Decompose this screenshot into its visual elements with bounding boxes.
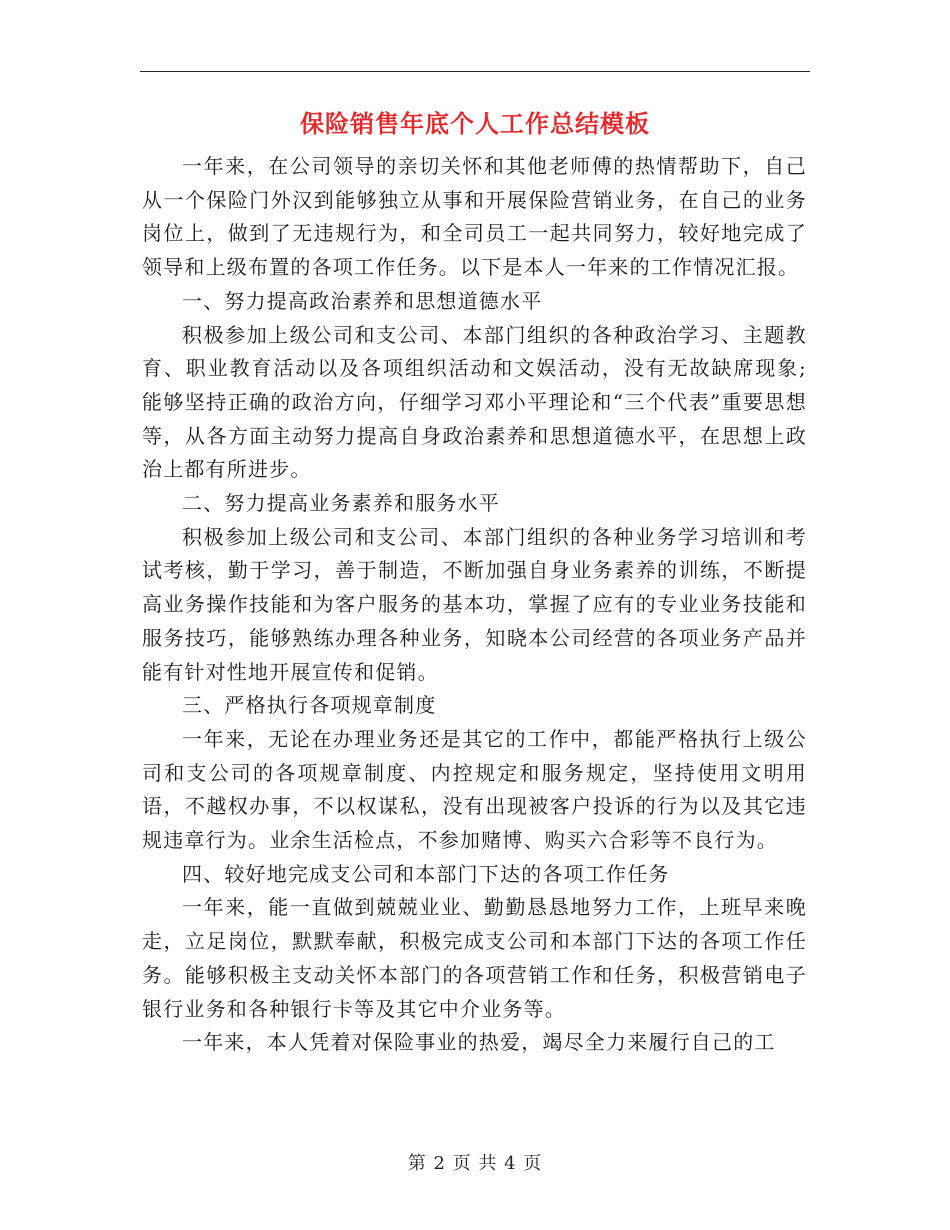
section-heading-1: 一、努力提高政治素养和思想道德水平 <box>182 288 543 313</box>
section-heading-3: 三、严格执行各项规章制度 <box>182 693 437 718</box>
paragraph-section-4: 一年来，能一直做到兢兢业业、勤勤恳恳地努力工作，上班早来晚走，立足岗位，默默奉献，积极完成支公司和本部门下达的各项工作任务。能够积极主支动关怀本部门的各项营销工作和任务，积极营销电子银行业务和各种银行卡等及其它中介业务等。 <box>142 895 807 1021</box>
document-body <box>142 150 807 1060</box>
paragraph-section-3: 一年来，无论在办理业务还是其它的工作中，都能严格执行上级公司和支公司的各项规章制度、内控规定和服务规定，坚持使用文明用语，不越权办事，不以权谋私，没有出现被客户投诉的行为以及其它违规违章行为。业余生活检点，不参加赌博、购买六合彩等不良行为。 <box>142 726 807 853</box>
document-title: 保险销售年底个人工作总结模板 <box>300 110 650 138</box>
paragraph-section-1: 积极参加上级公司和支公司、本部门组织的各种政治学习、主题教育、职业教育活动以及各项组织活动和文娱活动，没有无故缺席现象;能够坚持正确的政治方向，仔细学习邓小平理论和“三个代表”重要思想等，从各方面主动努力提高自身政治素养和思想道德水平，在思想上政治上都有所进步。 <box>142 322 807 482</box>
header-rule <box>140 71 810 72</box>
page-number: 第 2 页 共 4 页 <box>407 1153 543 1174</box>
paragraph-section-2: 积极参加上级公司和支公司、本部门组织的各种业务学习培训和考试考核，勤于学习，善于制造，不断加强自身业务素养的训练，不断提高业务操作技能和为客户服务的基本功，掌握了应有的专业业务技能和服务技巧，能够熟练办理各种业务，知晓本公司经营的各项业务产品并能有针对性地开展宣传和促销。 <box>142 524 807 684</box>
section-heading-4: 四、较好地完成支公司和本部门下达的各项工作任务 <box>182 861 670 886</box>
section-heading-2: 二、努力提高业务素养和服务水平 <box>182 491 500 516</box>
paragraph-intro: 一年来，在公司领导的亲切关怀和其他老师傅的热情帮助下，自己从一个保险门外汉到能够独立从事和开展保险营销业务，在自己的业务岗位上，做到了无违规行为，和全司员工一起共同努力，较好地完成了领导和上级布置的各项工作任务。以下是本人一年来的工作情况汇报。 <box>142 154 807 280</box>
paragraph-closing: 一年来，本人凭着对保险事业的热爱，竭尽全力来履行自己的工 <box>182 1030 776 1055</box>
